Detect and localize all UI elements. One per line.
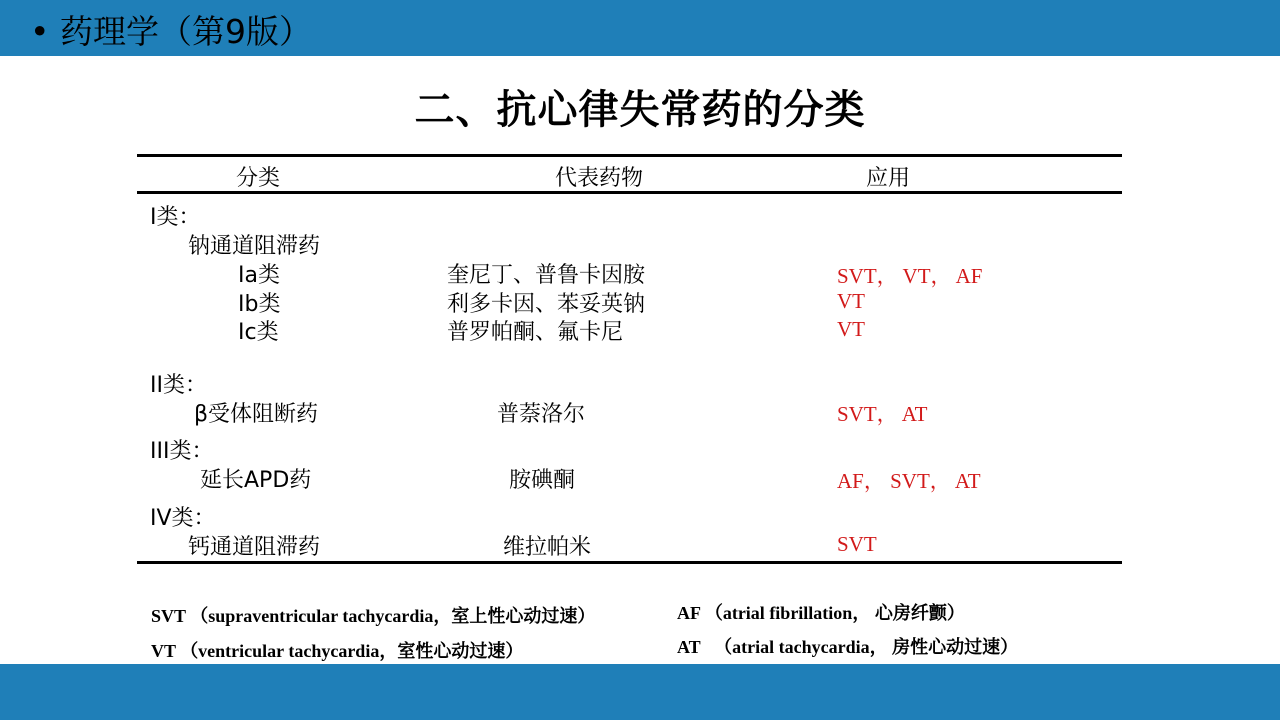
note-abbr: SVT — [151, 606, 186, 626]
note-chinese: 房性心动过速） — [892, 637, 1019, 658]
note-chinese: 心房纤颤） — [874, 603, 965, 624]
note-english: （atrial fibrillation， — [704, 603, 871, 623]
course-title: • 药理学（第9版） — [30, 12, 312, 51]
note-abbr: AT — [677, 637, 701, 657]
class-label: III类： — [150, 439, 214, 464]
drug-names: 维拉帕米 — [503, 535, 592, 560]
note-chinese: 室上性心动过速） — [451, 606, 596, 627]
note-chinese: 室性心动过速） — [397, 641, 524, 662]
note-english: （supraventricular tachycardia， — [190, 606, 452, 626]
subclass-label: Ia类 — [238, 263, 280, 288]
application-text: SVT， VT， AF — [837, 264, 983, 288]
class-subtype: 钙通道阻滞药 — [188, 535, 321, 560]
column-header-application: 应用 — [866, 166, 911, 191]
note-abbr: AF — [677, 603, 701, 623]
class-label: IV类： — [150, 506, 216, 531]
application-text: SVT， AT — [837, 402, 928, 426]
note-english: （atrial tachycardia， — [714, 637, 888, 657]
table-header-rule — [137, 191, 1122, 194]
drug-names: 利多卡因、苯妥英钠 — [447, 292, 646, 317]
application-text: VT — [837, 317, 865, 341]
top-bar — [0, 0, 1280, 56]
application-text: VT — [837, 289, 865, 313]
table-top-rule — [137, 154, 1122, 157]
note-english: （ventricular tachycardia， — [180, 641, 398, 661]
class-subtype: 延长APD药 — [200, 468, 312, 493]
class-label: I类： — [150, 205, 201, 230]
application-text: SVT — [837, 532, 877, 556]
drug-names: 胺碘酮 — [509, 468, 576, 493]
subclass-label: Ib类 — [238, 292, 281, 317]
class-label: II类： — [150, 373, 207, 398]
drug-names: 普罗帕酮、氟卡尼 — [447, 320, 624, 345]
drug-names: 普萘洛尔 — [497, 402, 586, 427]
column-header-class: 分类 — [236, 166, 281, 191]
note-abbr: VT — [151, 641, 176, 661]
class-subtype: β受体阻断药 — [194, 402, 319, 427]
class-subtype: 钠通道阻滞药 — [188, 234, 321, 259]
abbreviation-note — [151, 602, 595, 628]
abbreviation-note — [677, 633, 1018, 659]
subclass-label: Ic类 — [238, 320, 279, 345]
slide-title: 二、抗心律失常药的分类 — [414, 87, 866, 133]
column-header-drugs: 代表药物 — [555, 166, 644, 191]
application-text: AF， SVT， AT — [837, 469, 981, 493]
bottom-bar — [0, 664, 1280, 720]
drug-names: 奎尼丁、普鲁卡因胺 — [447, 263, 646, 288]
abbreviation-note — [151, 637, 523, 663]
abbreviation-note — [677, 599, 965, 625]
table-bottom-rule — [137, 561, 1122, 564]
